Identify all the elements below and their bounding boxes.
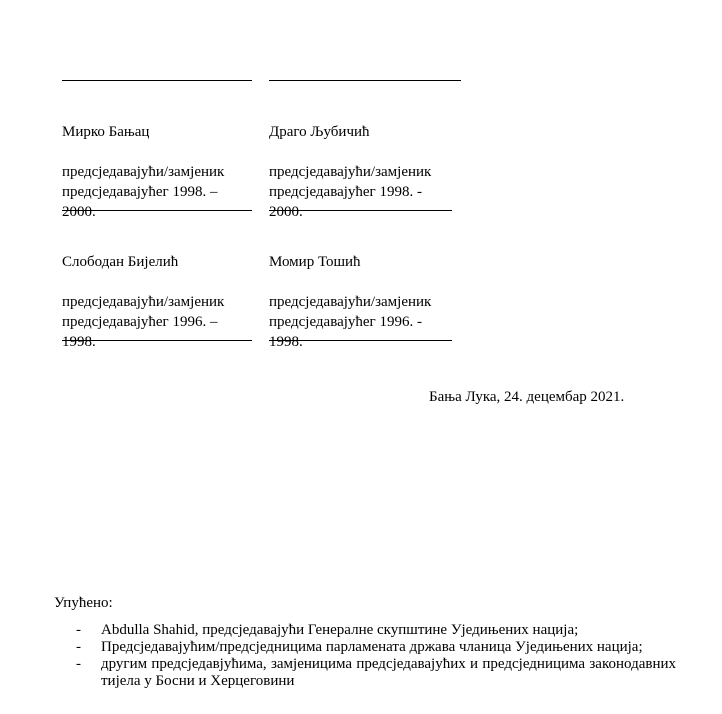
place-date: Бања Лука, 24. децембар 2021.	[429, 389, 625, 405]
signatory-role: предсједавајући/замјеник предсједавајућег 1996. – 1998.	[62, 294, 225, 350]
signature-line-6	[269, 340, 452, 341]
addressed-title: Упућено:	[54, 595, 113, 611]
signatory-role: предсједавајући/замјеник предсједавајућег 1998. - 2000.	[269, 164, 432, 220]
bullet-dash: -	[76, 622, 81, 638]
signature-line-1	[62, 80, 252, 81]
bullet-dash: -	[76, 639, 81, 655]
signature-line-5	[62, 340, 252, 341]
signatory-role: предсједавајући/замјеник предсједавајућег 1998. – 2000.	[62, 164, 225, 220]
list-item	[54, 622, 676, 639]
recipient-text: Abdulla Shahid, предсједавајући Генералне скупштине Уједињених нација;	[101, 622, 579, 638]
signature-line-2	[269, 80, 461, 81]
signature-line-3	[62, 210, 252, 211]
recipient-text: другим предсједавјућима, замјеницима предсједавајућих и предсједницима законодавних тијела у Босни и Херцеговини	[101, 656, 676, 689]
bullet-dash: -	[76, 656, 81, 672]
recipient-text: Предсједавајућим/предсједницима парламената држава чланица Уједињених нација;	[101, 639, 643, 655]
list-item	[54, 656, 676, 690]
recipient-list	[54, 622, 676, 690]
signatory-name: Момир Тошић	[269, 254, 361, 270]
signatory-name: Слободан Бијелић	[62, 254, 179, 270]
signature-block-3	[62, 232, 262, 372]
signature-block-2	[269, 102, 469, 242]
list-item	[54, 639, 676, 656]
signatory-name: Драго Љубичић	[269, 124, 370, 140]
signature-line-4	[269, 210, 452, 211]
signature-block-1	[62, 102, 262, 242]
signature-block-4	[269, 232, 469, 372]
signatory-name: Мирко Бањац	[62, 124, 150, 140]
signatory-role: предсједавајући/замјеник предсједавајућег 1996. - 1998.	[269, 294, 432, 350]
